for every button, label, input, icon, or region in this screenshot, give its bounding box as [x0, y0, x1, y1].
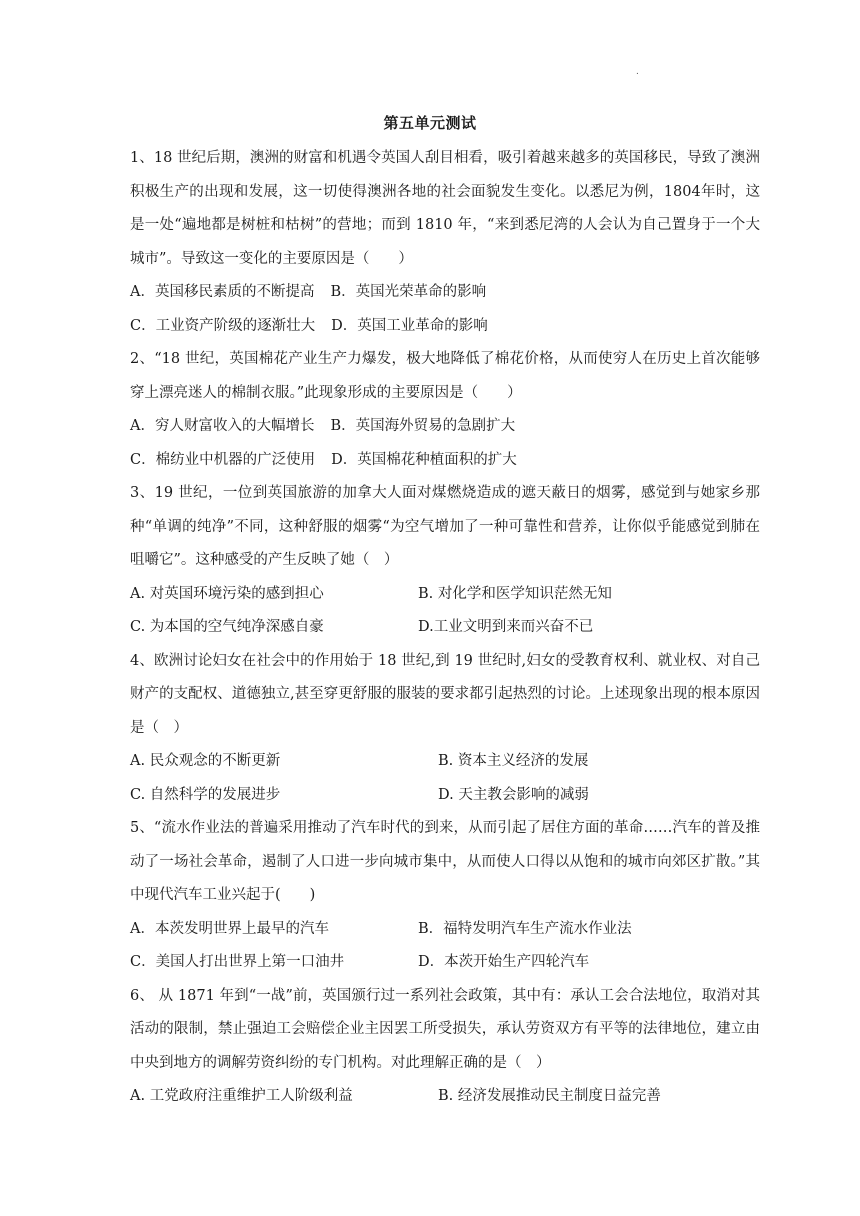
question-stem: 4、欧洲讨论妇女在社会中的作用始于 18 世纪,到 19 世纪时,妇女的受教育权利、就业权、对自己财产的支配权、道德独立,甚至穿更舒服的服装的要求都引起热烈的讨论。上述现象出现的根本原因是（ ） [130, 652, 760, 736]
option-row [130, 779, 760, 813]
question-stem: 3、19 世纪，一位到英国旅游的加拿大人面对煤燃烧造成的遮天蔽日的烟雾，感觉到与她家乡那种“单调的纯净”不同，这种舒服的烟雾“为空气增加了一种可靠性和营养，让你似乎能感觉到肺在咀嚼它”。这种感受的产生反映了她（ ） [130, 485, 760, 568]
question-stem: 1、18 世纪后期，澳洲的财富和机遇令英国人刮目相看，吸引着越来越多的英国移民，导致了澳洲积极生产的出现和发展，这一切使得澳洲各地的社会面貌发生变化。以悉尼为例，1804年时，这是一处“遍地都是树桩和枯树”的营地；而到 1810 年，“来到悉尼湾的人会认为自己置身于一个大城市”。导致这一变化的主要原因是（ ） [130, 150, 760, 267]
option-a[interactable]: A．穷人财富收入的大幅增长 [130, 418, 315, 434]
option-row [130, 946, 760, 980]
question-stem: 6、 从 1871 年到“一战”前，英国颁行过一系列社会政策，其中有：承认工会合法地位，取消对其活动的限制，禁止强迫工会赔偿企业主因罢工所受损失，承认劳资双方有平等的法律地位，建立由中央到地方的调解劳资纠纷的专门机构。对此理解正确的是（ ） [130, 987, 760, 1071]
option-d[interactable]: D．本茨开始生产四轮汽车 [418, 954, 590, 970]
question-2 [130, 343, 760, 477]
question-5 [130, 812, 760, 980]
option-c[interactable]: C. 为本国的空气纯净深感自豪 [130, 619, 324, 635]
question-stem: 5、“流水作业法的普遍采用推动了汽车时代的到来，从而引起了居住方面的革命……汽车的普及推动了一场社会革命，遏制了人口进一步向城市集中，从而使人口得以从饱和的城市向郊区扩散。”其中现代汽车工业兴起于( ) [130, 820, 760, 903]
option-b[interactable]: B．英国海外贸易的急剧扩大 [330, 418, 516, 434]
option-d[interactable]: D．英国棉花种植面积的扩大 [331, 451, 517, 468]
question-4 [130, 645, 760, 813]
option-row [130, 276, 760, 310]
option-d[interactable]: D.工业文明到来而兴奋不已 [418, 619, 594, 635]
option-row [130, 578, 760, 612]
option-row [130, 410, 760, 444]
option-a[interactable]: A．英国移民素质的不断提高 [130, 284, 315, 300]
option-b[interactable]: B．英国光荣革命的影响 [330, 284, 487, 300]
option-a[interactable]: A. 工党政府注重维护工人阶级利益 [130, 1088, 353, 1104]
option-c[interactable]: C．棉纺业中机器的广泛使用 [130, 451, 316, 468]
page-title: 第五单元测试 [383, 114, 477, 132]
option-c[interactable]: C．美国人打出世界上第一口油井 [130, 954, 345, 970]
question-3 [130, 477, 760, 645]
question-stem: 2、“18 世纪，英国棉花产业生产力爆发，极大地降低了棉花价格，从而使穷人在历史上首次能够穿上漂亮迷人的棉制衣服。”此现象形成的主要原因是（ ） [130, 351, 760, 401]
option-d[interactable]: D．英国工业革命的影响 [331, 317, 488, 334]
option-row [130, 1080, 760, 1114]
question-1 [130, 142, 760, 343]
option-b[interactable]: B. 资本主义经济的发展 [438, 753, 589, 769]
option-row [130, 913, 760, 947]
option-a[interactable]: A. 民众观念的不断更新 [130, 753, 281, 769]
question-list [130, 142, 760, 1114]
page-dot: . [636, 66, 639, 77]
question-6 [130, 980, 760, 1114]
option-row [130, 444, 760, 478]
option-b[interactable]: B. 经济发展推动民主制度日益完善 [438, 1088, 661, 1104]
option-row [130, 745, 760, 779]
option-b[interactable]: B. 对化学和医学知识茫然无知 [418, 585, 612, 602]
option-row [130, 611, 760, 645]
option-a[interactable]: A. 对英国环境污染的感到担心 [130, 585, 324, 602]
option-b[interactable]: B．福特发明汽车生产流水作业法 [418, 920, 632, 937]
option-c[interactable]: C．工业资产阶级的逐渐壮大 [130, 317, 316, 334]
option-a[interactable]: A．本茨发明世界上最早的汽车 [130, 920, 329, 937]
option-d[interactable]: D. 天主教会影响的减弱 [438, 786, 589, 803]
option-row [130, 310, 760, 344]
option-c[interactable]: C. 自然科学的发展进步 [130, 786, 281, 803]
